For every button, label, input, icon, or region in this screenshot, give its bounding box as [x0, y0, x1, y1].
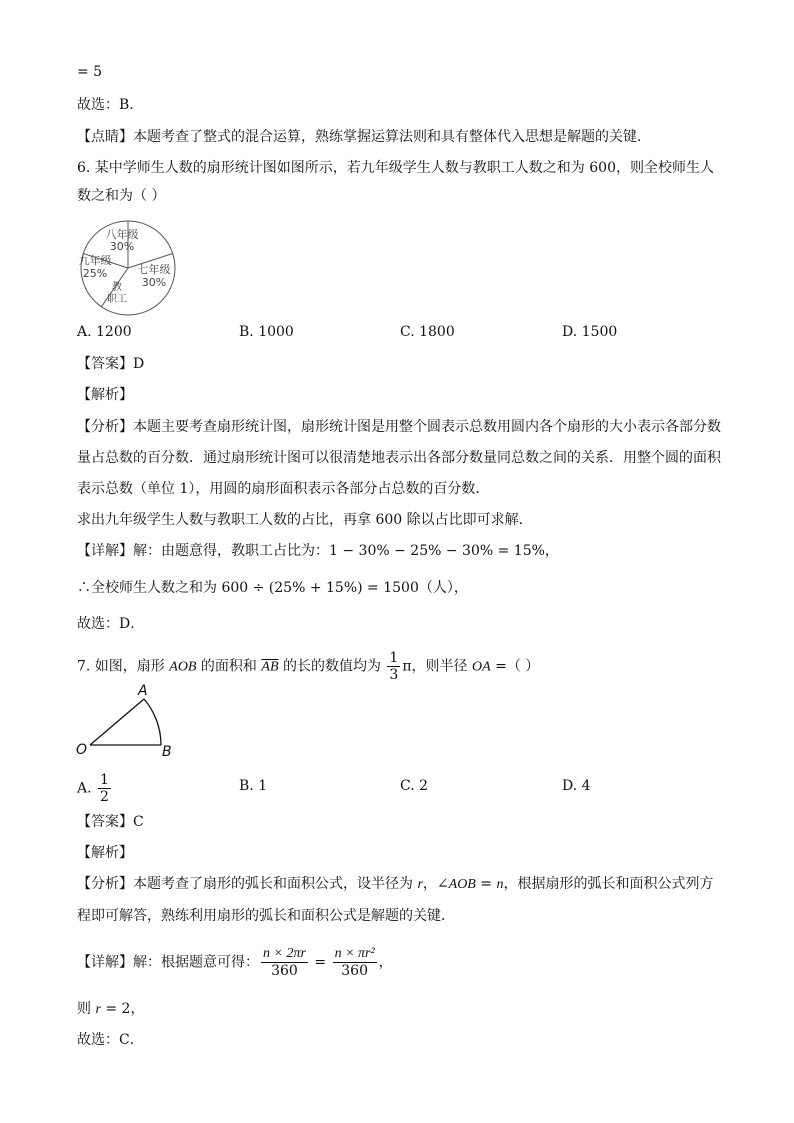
q6-analysis-1: 【分析】本题主要考查扇形统计图，扇形统计图是用整个圆表示总数用圆内各个扇形的大小表示各部分数: [77, 419, 721, 435]
q7-stem-frac-num: 1: [389, 650, 399, 666]
q6-stem-line1: 6. 某中学师生人数的扇形统计图如图所示，若九年级学生人数与教职工人数之和为 600，则全校师生人: [77, 160, 714, 176]
q7-option-b: B. 1: [239, 778, 268, 794]
q6-analysis-2: 量占总数的百分数．通过扇形统计图可以很清楚地表示出各部分数量同总数之间的关系．用整个圆的面积: [77, 450, 721, 466]
q7-detail-den-left: 360: [271, 963, 298, 979]
pie-pct-7th: 30%: [141, 276, 167, 289]
q7-analysis-r: r: [417, 877, 423, 892]
q7-stem-aob: AOB: [169, 659, 197, 675]
q7-stem-mid: 的面积和: [196, 658, 262, 675]
q6-pie-chart: [75, 218, 185, 318]
q7-detail-frac-right: [333, 946, 377, 979]
q7-stem-frac-den: 3: [389, 667, 399, 683]
q7-analysis-aob: AOB: [448, 877, 476, 892]
q7-detail-eq: =: [309, 954, 331, 971]
q7-option-a-fraction: [98, 772, 111, 805]
q7-detail-den-right: 360: [341, 963, 368, 979]
q7-detail-pre: 【详解】解：根据题意可得：: [77, 954, 259, 971]
q7-result-pre: 则: [77, 1001, 96, 1017]
q7-analysis-head: 【解析】: [77, 845, 133, 861]
pie-label-8th: 八年级: [105, 228, 139, 241]
q7-option-a-prefix: A.: [77, 780, 92, 797]
sector-label-a: A: [138, 683, 148, 699]
q5-comment: 【点睛】本题考查了整式的混合运算，熟练掌握运算法则和具有整体代入思想是解题的关键．: [77, 129, 651, 145]
q7-detail: [77, 946, 393, 979]
q7-opt-a-num: 1: [100, 772, 109, 788]
q7-analysis-1d: =: [475, 876, 497, 892]
q6-answer: 【答案】D: [77, 356, 145, 372]
sector-radius-oa: [90, 699, 144, 745]
q7-result: [77, 999, 144, 1020]
q6-detail-1: 【详解】解：由题意得，教职工占比为：1 − 30% − 25% − 30% = 15%，: [77, 543, 559, 559]
q7-analysis-1b: ，∠: [422, 876, 449, 892]
q7-stem-arc: $\overline{AB}$: [261, 659, 279, 675]
q7-detail-frac-left: [261, 946, 308, 979]
q7-sector-figure: [72, 682, 182, 762]
pie-label-9th: 九年级: [78, 254, 112, 267]
sector-label-o: O: [76, 742, 88, 758]
sector-label-b: B: [162, 744, 172, 760]
q5-result-line: = 5: [77, 64, 103, 80]
q7-stem-pre: 7. 如图，扇形: [77, 658, 170, 675]
pie-label-7th: 七年级: [137, 263, 171, 276]
q6-choice: 故选：D．: [77, 616, 145, 632]
q7-stem-mid2: 的长的数值均为: [278, 658, 386, 675]
q6-stem-line2: 数之和为（ ）: [77, 188, 166, 204]
q6-option-d: D. 1500: [562, 324, 618, 340]
q7-option-a: [77, 772, 113, 805]
q7-detail-num-right: n × πr²: [334, 946, 375, 961]
q6-option-c: C. 1800: [400, 324, 455, 340]
q7-option-c: C. 2: [400, 778, 429, 794]
pie-pct-8th: 30%: [109, 240, 135, 253]
pie-label-staff-2: 职工: [107, 294, 127, 305]
q7-stem-fraction: [387, 650, 400, 683]
q6-option-a: A. 1200: [77, 324, 132, 340]
q7-analysis-2: 程即可解答，熟练利用扇形的弧长和面积公式是解题的关键．: [77, 908, 455, 924]
pie-label-staff-1: 教: [112, 282, 122, 293]
q7-option-d: D. 4: [562, 778, 591, 794]
q6-analysis-3: 表示总数（单位 1），用圆的扇形面积表示各部分占总数的百分数．: [77, 481, 490, 497]
q7-stem-end: =（ ）: [490, 658, 540, 675]
q7-analysis-1: [77, 874, 714, 895]
q7-analysis-1a: 【分析】本题考查了扇形的弧长和面积公式，设半径为: [77, 876, 418, 892]
q6-analysis-head: 【解析】: [77, 387, 133, 403]
q6-option-b: B. 1000: [239, 324, 294, 340]
q7-result-r: r: [95, 1002, 101, 1017]
q7-stem-pi: π，则半径: [402, 658, 472, 675]
q7-analysis-1e: ，根据扇形的弧长和面积公式列方: [503, 876, 714, 892]
q7-result-post: = 2，: [100, 1001, 145, 1017]
q7-answer: 【答案】C: [77, 814, 144, 830]
q7-stem-oa: OA: [471, 659, 491, 675]
pie-pct-9th: 25%: [82, 267, 108, 280]
q7-opt-a-den: 2: [100, 789, 109, 805]
q6-analysis-4: 求出九年级学生人数与教职工人数的占比，再拿 600 除以占比即可求解．: [77, 512, 533, 528]
sector-arc-ab: [144, 699, 161, 745]
q5-choice: 故选：B．: [77, 97, 144, 113]
q7-detail-num-left: n × 2πr: [263, 946, 306, 961]
q7-stem: [77, 650, 539, 683]
q7-analysis-n: n: [496, 877, 504, 892]
q7-choice: 故选：C．: [77, 1032, 144, 1048]
q7-detail-end: ，: [378, 954, 393, 971]
q6-detail-2: ∴全校师生人数之和为 600 ÷ (25% + 15%) = 1500（人），: [77, 580, 468, 596]
